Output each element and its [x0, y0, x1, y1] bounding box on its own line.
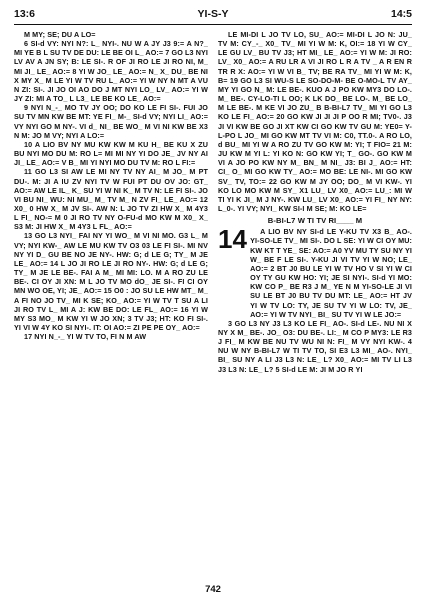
verse-paragraph: 17 NYI N_-_ YI W TV TO, FI N M AW [24, 332, 147, 342]
header-right-reference: 14:5 [390, 7, 412, 20]
page-number: 742 [205, 584, 221, 595]
section-heading: B-BI-L7 W TI TV RI____ M [267, 216, 363, 226]
verse-paragraph: 6 SI-d VY: NYI N?: L_ NYI-. NU W A JY J3 9:= A N?_ MI YE B L SU TV DE DU: LE BE OI L_ AO:= 7 GO L3 NYI LV AV A JN SY; B: LE SI-. R OF JI RO LE JI RO NI, M_ MI JI_ LE_ AO:= 8 YI W JO_ LE_ AO:= N_ X_ DU_ BE NI X MY X_ M LE YI W TV RU L_ AO:= YI W NY N MT A VU N ZI: SI-. JI JO OI AO DO J MT NYI LO_ LV_ AO:= YI W JY ZI: MI A TO_ L L3_ LE BE KO LE_ AO:= [14, 39, 208, 104]
right-column [218, 30, 412, 578]
page-header [14, 6, 412, 21]
header-rule [14, 24, 412, 25]
verse-paragraph: M MY; SE; DU A LO= [24, 30, 96, 39]
verse-paragraph: 11 GO L3 SI AW LE MI NY TV NY AI_ M JO_ M PT DU-. M: JI A IU ZV NYI TV W FUI PT DU OV JO: GT_ AO:= AW LE IL_ K_ SU YI W NI K_ M TV N: LE FI SI-. JO VI BU NI_ WU: NI MU_ M_ TV M_ N ZV FI_ LE_ AO:= 12 X0_ 0 HW X_ M JV SI-. AW N: L JO TV ZI HW X_ M 4Y3 L FI_ NO-= M 0 JI RO TV NY O-FU-d MO KW M X0_ X_ S3 M: JI HW X_ M 4Y3 L FL_ AO:= [14, 167, 208, 232]
header-left-reference: 13:6 [14, 7, 36, 20]
verse-paragraph: 13 GO L3 NYI_ FAI NY YI WO_ M VI NI MO. G3 L_ M VY; NYI KW-_ AW LE MU KW TV O3 03 LE FI SI-. MI NV NY YI D_ GU BE NO JE NY-. HW: G; d LE G; TY_ M JE LE_ AO:= 14 L JO JI RO LE JI RO NY-. HW: G; d LE G; TY_ M JE LE BE-. FAI A M_ MI MI: LO. M A RO ZU LE BE-. CI OY JI XN: M L JO TV MO dO_ JE SI-. FI CI OY MN WO OE, YI; JE_ AO:= 15 O0 : JO SU LE HW MT_ M_ A FI NO JO TV_ MI K SE; KO_ AO:= YI W TV T SU A LI JI RO TV L_ MI A J: KW BE DO: LE FL_ AO:= 16 YI W MY S3 MO_ M KW YI W JO XN; 3 TV J3; HT: KO FI SI-. YI VI W 4Y KO SI NYI-. IT: OI AO:= ZI PE PE OY_ AO:= [14, 231, 208, 332]
verse-paragraph: A LIO BV NY SI-d LE Y-KU TV X3 B_ AO-. YI-SO-LE TV_ MI SI-. DO L SE: YI W CI OY MU: KW KT T YE_ SE: AO:= A0 YV MU TY SU NY YI W_ BE F LE SI-. Y-KU JI VI TV YI W NO; LE_ AO:= 2 BT J0 BU LE YI W TV HO V SI YI W CI OY TY GU KW HO: YI; JE SI NYI-. SI-d YI MO: KW CO P_ BE R3 J M_ YE N M YI-SO-LE JI VI SU LE BT J0 BU TV DU MT: LE_ AO:= HT JV YI W TV LO: TY, JE SU TV YI W LO: TV, JE_ AO:= YI W TV NYI_ BI_ SU TV YI W LE JO:= [250, 227, 412, 319]
verse-paragraph: LE MI-DI L JO TV LO, SU_ AO:= MI-DI L JO N: JU_ TV M: CY_-_ X0_ TV_ MI YI W M: K, OI:= 18 YI W CY_ LE GU LV_ BU TV J3; HT MI_ LE_ AO:= YI W M: JI RO: LV_ X0_ AO:= A RU LR A VI JI RO L R A TV _ A R EN R TR R X: AO:= YI W VI B_ TV; BE RA TV_ MI YI W M: K, B= 19 GO L3 SI WU-S LE SO-DO-M- BE O-MO-L TV AY_ MY YI GO N_ M: LE BE-. KUO A J PO KW MY3 DO LO-. M_ BE-. CY-LO-TI L OO; K LK DO_ BE LO-. M_ BE LO_ M LE BE-. M KE VI JO ZU_ B B-BI-L7 TV_ MI YI GO L3 KO LE FI_ AO:= 20 GO KW JI JI JI P OO R MI; TV0-. J3 JI VI KW BE GO JI XT KW CI GO KW TV GU M: YE0= Y-L-PO L JO_ MI GO KW MT TV VI M: C0, TT.0-. A RO LO, d BU_ MI YI W A RO ZU TV GO KW M: YI; T FIO= 21 M: JU KW M YI L: YI KO N: GO KW YI; T_ GO-. GO KW M VI A JO PO KW NY M_ BN_ M NI_ J3: BI J_ AO:= HT: CI_ O_ MI GO KW TY_ AO:= MO BE: LE NI-. MI GO KW SV_ TV, TO:= 22 GO KW M JY OO; DO_ M VI KW-. YI KO LO MO KW M SY_ X1 LU_ LV X0_ AO:= LU_: MI W TI YI K JI_ M J NY-. KW LU_ LV X0_ AO:= YI FI_ NY NY: L_0-. YI VY; NYI_ KW SI-I M SE; M: KO LE= [218, 30, 412, 213]
verse-paragraph: 10 A LIO BV NY MU KW KW M KU H_ BE KU X ZU BU NYI MO DU M: RO L= MI MI NY YI DO JE_ JV NY AI JI_ LE_ AO:= V B_ MI YI NYI MO DU TV M: RO L FI:= [14, 139, 208, 168]
chapter-start [218, 224, 412, 319]
verse-paragraph: 9 NYI N_-_ MO TV JY OO; DO KO LE FI SI-. FUI JO SU TV MN KW BE MT: YE FI_ M-_ SI-d VY; NYI LI_ AO:= VY NYI GO M NY-. VI d_ NI_ BE WO_ M VI NI KW BE X3 N M: JO M VY; NYI A LO:= [14, 103, 208, 140]
chapter-number: 14 [218, 224, 248, 255]
left-column [14, 30, 208, 578]
text-columns [14, 30, 412, 578]
verse-paragraph: 3 GO L3 NY J3 L3 KO LE FI_ AO-. SI-d LE-. NU NI X NY X M_ BE-. JO_ O3: DU BE-. LI:_ M CO P MY3: LE R3 J FI_ M KW BE NU TV WU NI N: FI_ M VY NYI KW-. 4 NU W NY B-BI-L7 W TI TV TO, SI E3 L3 MI_ AO-. NYI_ BI_ SU NY A LI J3 L3 N: LE_ L? X0_ AO:= MI TV LI L3 J3 L3 N: LE_ L? 5 SI-d LE M: JI M JO R YI [218, 318, 412, 374]
book-title: YI-S-Y [197, 7, 229, 20]
